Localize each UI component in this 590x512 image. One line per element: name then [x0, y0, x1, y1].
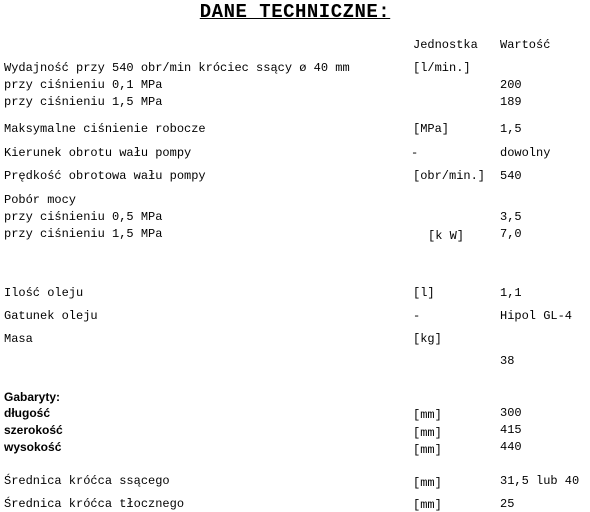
pobor-mocy-label: Pobór mocy	[4, 193, 77, 207]
ilosc-oleju-value: 1,1	[500, 286, 522, 300]
masa-value: 38	[500, 354, 515, 368]
gabaryty-label: Gabaryty:	[4, 390, 61, 404]
wydajnosc-15-label: przy ciśnieniu 1,5 MPa	[4, 95, 163, 109]
srednica-ssacego-unit: [mm]	[413, 476, 442, 490]
max-cisnienie-label: Maksymalne ciśnienie robocze	[4, 122, 206, 136]
value-column-header: Wartość	[500, 38, 551, 52]
predkosc-value: 540	[500, 169, 522, 183]
max-cisnienie-value: 1,5	[500, 122, 522, 136]
predkosc-unit: [obr/min.]	[413, 169, 486, 183]
wysokosc-unit: [mm]	[413, 443, 442, 457]
wydajnosc-01-value: 200	[500, 78, 522, 92]
szerokosc-label: szerokość	[4, 423, 63, 437]
kierunek-unit: -	[411, 146, 419, 160]
kierunek-value: dowolny	[500, 146, 551, 160]
predkosc-label: Prędkość obrotowa wału pompy	[4, 169, 206, 183]
pobor-05-label: przy ciśnieniu 0,5 MPa	[4, 210, 163, 224]
srednica-ssacego-label: Średnica króćca ssącego	[4, 474, 170, 488]
dlugosc-label: długość	[4, 406, 51, 420]
ilosc-oleju-unit: [l]	[413, 286, 435, 300]
gatunek-oleju-unit: -	[413, 309, 421, 323]
pobor-05-value: 3,5	[500, 210, 522, 224]
srednica-tlocznego-value: 25	[500, 497, 515, 511]
srednica-tlocznego-unit: [mm]	[413, 498, 442, 512]
masa-unit: [kg]	[413, 332, 442, 346]
gatunek-oleju-label: Gatunek oleju	[4, 309, 98, 323]
masa-label: Masa	[4, 332, 33, 346]
wydajnosc-01-label: przy ciśnieniu 0,1 MPa	[4, 78, 163, 92]
wydajnosc-label: Wydajność przy 540 obr/min króciec ssący ø 40 mm	[4, 61, 350, 75]
szerokosc-value: 415	[500, 423, 522, 437]
dlugosc-value: 300	[500, 406, 522, 420]
kierunek-label: Kierunek obrotu wału pompy	[4, 146, 192, 160]
dlugosc-unit: [mm]	[413, 408, 442, 422]
page-title: DANE TECHNICZNE:	[199, 1, 391, 23]
pobor-15-unit: [k W]	[428, 229, 465, 243]
wydajnosc-unit: [l/min.]	[413, 61, 471, 75]
srednica-tlocznego-label: Średnica króćca tłocznego	[4, 497, 185, 511]
gatunek-oleju-value: Hipol GL-4	[500, 309, 573, 323]
wysokosc-label: wysokość	[4, 440, 62, 454]
szerokosc-unit: [mm]	[413, 426, 442, 440]
wydajnosc-15-value: 189	[500, 95, 522, 109]
wysokosc-value: 440	[500, 440, 522, 454]
max-cisnienie-unit: [MPa]	[413, 122, 450, 136]
unit-column-header: Jednostka	[413, 38, 478, 52]
pobor-15-value: 7,0	[500, 227, 522, 241]
pobor-15-label: przy ciśnieniu 1,5 MPa	[4, 227, 163, 241]
srednica-ssacego-value: 31,5 lub 40	[500, 474, 580, 488]
ilosc-oleju-label: Ilość oleju	[4, 286, 84, 300]
